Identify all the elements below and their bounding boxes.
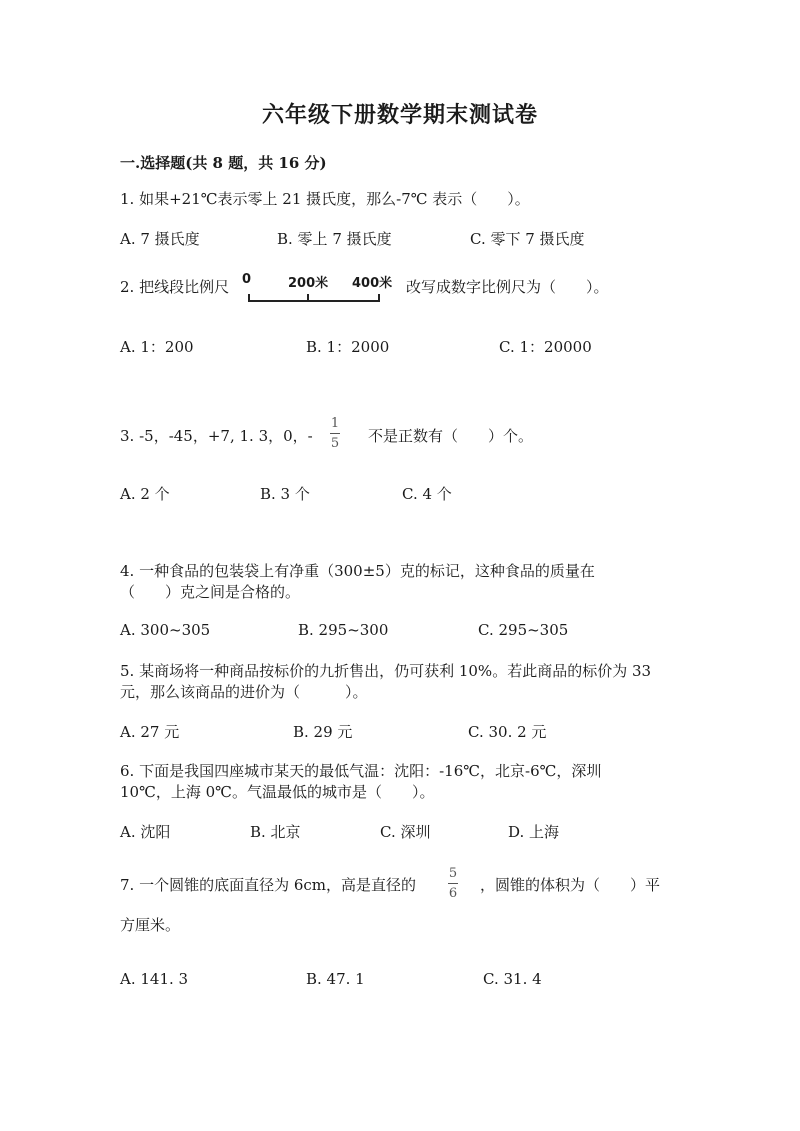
q4-option-a: A. 300~305 bbox=[120, 621, 211, 639]
q6-option-c: C. 深圳 bbox=[380, 823, 431, 841]
q5-option-b: B. 29 元 bbox=[293, 723, 353, 741]
fraction-five-sixths bbox=[448, 866, 458, 901]
q3-option-c: C. 4 个 bbox=[402, 485, 452, 503]
question-1: 1. 如果+21℃表示零上 21 摄氏度，那么-7℃ 表示（ ）。 bbox=[120, 190, 530, 208]
fraction-denominator: 5 bbox=[330, 436, 340, 451]
scale-line bbox=[248, 300, 380, 302]
q1-option-b: B. 零上 7 摄氏度 bbox=[277, 230, 392, 248]
q6-option-b: B. 北京 bbox=[250, 823, 301, 841]
scale-label-200: 200米 bbox=[288, 276, 329, 291]
question-4-line-2: （ ）克之间是合格的。 bbox=[120, 583, 301, 601]
q3-option-b: B. 3 个 bbox=[260, 485, 310, 503]
scale-tick bbox=[248, 294, 250, 302]
q6-option-d: D. 上海 bbox=[508, 823, 560, 841]
question-5-line-1: 5. 某商场将一种商品按标价的九折售出，仍可获利 10%。若此商品的标价为 33 bbox=[120, 662, 652, 680]
q2-option-b: B. 1：2000 bbox=[306, 338, 390, 356]
question-7-prefix: 7. 一个圆锥的底面直径为 6cm，高是直径的 bbox=[120, 876, 417, 894]
q1-option-a: A. 7 摄氏度 bbox=[120, 230, 200, 248]
q6-option-a: A. 沈阳 bbox=[120, 823, 171, 841]
line-scale-figure bbox=[240, 272, 400, 312]
question-6-line-1: 6. 下面是我国四座城市某天的最低气温：沈阳：-16℃，北京-6℃，深圳 bbox=[120, 762, 602, 780]
q5-option-a: A. 27 元 bbox=[120, 723, 180, 741]
fraction-numerator: 5 bbox=[448, 866, 458, 881]
question-2-suffix: 改写成数字比例尺为（ ）。 bbox=[406, 278, 609, 296]
question-7-line-2: 方厘米。 bbox=[120, 916, 181, 934]
question-6-line-2: 10℃，上海 0℃。气温最低的城市是（ ）。 bbox=[120, 783, 435, 801]
scale-label-0: 0 bbox=[242, 272, 252, 287]
question-4-line-1: 4. 一种食品的包装袋上有净重（300±5）克的标记，这种食品的质量在 bbox=[120, 562, 595, 580]
q2-option-c: C. 1：20000 bbox=[499, 338, 592, 356]
q4-option-b: B. 295~300 bbox=[298, 621, 389, 639]
q7-option-a: A. 141. 3 bbox=[120, 970, 189, 988]
question-7-suffix: ，圆锥的体积为（ ）平 bbox=[480, 876, 661, 894]
question-2-prefix: 2. 把线段比例尺 bbox=[120, 278, 230, 296]
q1-option-c: C. 零下 7 摄氏度 bbox=[470, 230, 585, 248]
section-heading: 一.选择题(共 8 题，共 16 分) bbox=[120, 154, 327, 172]
question-5-line-2: 元，那么该商品的进价为（ ）。 bbox=[120, 683, 368, 701]
question-3-prefix: 3. -5，-45，+7, 1. 3，0，- bbox=[120, 427, 313, 445]
q2-option-a: A. 1：200 bbox=[120, 338, 194, 356]
fraction-denominator: 6 bbox=[448, 886, 458, 901]
scale-label-400: 400米 bbox=[352, 276, 393, 291]
q7-option-b: B. 47. 1 bbox=[306, 970, 365, 988]
q5-option-c: C. 30. 2 元 bbox=[468, 723, 547, 741]
q3-option-a: A. 2 个 bbox=[120, 485, 170, 503]
question-3-suffix: 不是正数有（ ）个。 bbox=[368, 427, 534, 445]
page-title: 六年级下册数学期末测试卷 bbox=[261, 102, 538, 128]
q7-option-c: C. 31. 4 bbox=[483, 970, 542, 988]
scale-tick bbox=[378, 294, 380, 302]
q4-option-c: C. 295~305 bbox=[478, 621, 569, 639]
fraction-numerator: 1 bbox=[330, 416, 340, 431]
fraction-one-fifth bbox=[330, 416, 340, 451]
scale-tick bbox=[307, 294, 309, 302]
